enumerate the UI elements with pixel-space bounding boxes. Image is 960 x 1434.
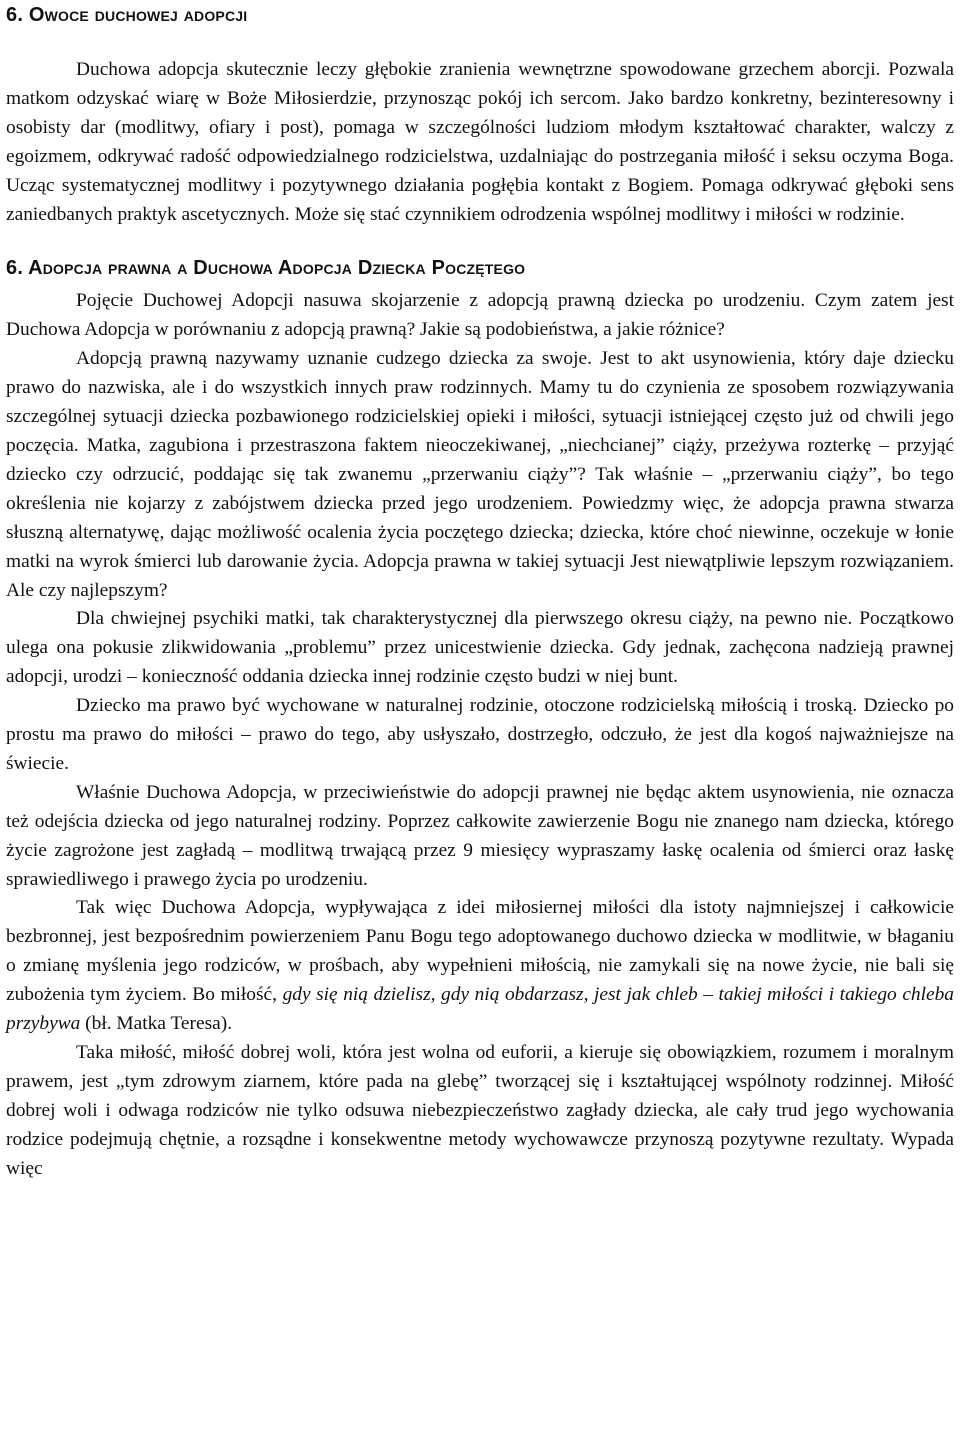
paragraph-pojecie: Pojęcie Duchowej Adopcji nasuwa skojarzenie z adopcją prawną dziecka po urodzeniu. Czym zatem jest Duchowa Adopcja w porównaniu z adopcją prawną? Jakie są podobieństwa, a jakie różnice? (6, 290, 954, 341)
paragraph-milosc (6, 894, 954, 1039)
paragraph-duchowa-adopcja: Właśnie Duchowa Adopcja, w przeciwieństwie do adopcji prawnej nie będąc aktem usynowienia, nie oznacza też odejścia dziecka od jego naturalnej rodziny. Poprzez całkowite zawierzenie Bogu nie znanego nam dziecka, którego życie zagrożone jest zagładą – modlitwą trwającą przez 9 miesięcy wypraszamy łaskę ocalenia od śmierci oraz łaskę sprawiedliwego i prawego życia po urodzeniu. (6, 781, 954, 890)
text-after-quote: (bł. Matka Teresa). (80, 1013, 233, 1035)
paragraph-adopcja-prawna: Adopcją prawną nazywamy uznanie cudzego dziecka za swoje. Jest to akt usynowienia, który daje dziecku prawo do nazwiska, ale i do wszystkich innych praw rodzinnych. Mamy tu do czynienia ze sposobem rozwiązywania szczególnej sytuacji dziecka pozbawionego rodzicielskiej opieki i miłości, sytuacji istniejącej często już od chwili jego poczęcia. Matka, zagubiona i przestraszona faktem nieoczekiwanej, „niechcianej” ciąży, przeżywa rozterkę – przyjąć dziecko czy odrzucić, poddając się tak zwanemu „przerwaniu ciąży”? Tak właśnie – „przerwaniu ciąży”, bo tego określenia nie kojarzy z zabójstwem dziecka przed jego urodzeniem. Powiedzmy więc, że adopcja prawna stwarza słuszną alternatywę, dając możliwość ocalenia życia poczętego dziecka; dziecka, które choć niewinne, oczekuje w łonie matki na wyrok śmierci lub darowanie życia. Adopcja prawna w takiej sytuacji Jest niewątpliwie lepszym rozwiązaniem. Ale czy najlepszym? (6, 348, 954, 601)
paragraph-prawo-dziecka: Dziecko ma prawo być wychowane w naturalnej rodzinie, otoczone rodzicielską miłością i troską. Dziecko po prostu ma prawo do miłości – prawo do tego, aby usłyszało, dostrzegło, odczuło, że jest dla kogoś najważniejsze na świecie. (6, 695, 954, 774)
section-heading-adopcja-prawna: 6. Adopcja prawna a Duchowa Adopcja Dziecka Poczętego (6, 257, 526, 280)
text-before-quote: Tak więc Duchowa Adopcja, wypływająca z idei miłosiernej miłości dla istoty najmniejszej i całkowicie bezbronnej, jest bezpośrednim powierzeniem Panu Bogu tego adoptowanego duchowo dziecka w modlitwie, w błaganiu o zmianę myślenia jego rodziców, w prośbach, aby wypełnieni miłością, nie zamykali się na nowe życie, nie bali się zubożenia tym życiem. Bo miłość, (6, 897, 954, 1006)
italic-quote: gdy się nią dzielisz, gdy nią obdarzasz, jest jak chleb – takiej miłości i takiego chleba przybywa (6, 984, 954, 1035)
paragraph-psychika-matki: Dla chwiejnej psychiki matki, tak charakterystycznej dla pierwszego okresu ciąży, na pewno nie. Początkowo ulega ona pokusie zlikwidowania „problemu” przez unicestwienie dziecka. Gdy jednak, zachęcona nadzieją prawnej adopcji, urodzi – konieczność oddania dziecka innej rodzinie często budzi w niej bunt. (6, 608, 954, 688)
paragraph-owoce: Duchowa adopcja skutecznie leczy głębokie zranienia wewnętrzne spowodowane grzechem aborcji. Pozwala matkom odzyskać wiarę w Boże Miłosierdzie, przynosząc pokój ich sercom. Jako bardzo konkretny, bezinteresowny i osobisty dar (modlitwy, ofiary i post), pomaga w szczególności ludziom młodym kształtować charakter, walczy z egoizmem, odkrywać radość odpowiedzialnego rodzicielstwa, uzdalniając do postrzegania miłość i seksu oczyma Boga. Ucząc systematycznej modlitwy i pozytywnego działania pogłębia kontakt z Bogiem. Pomaga odkrywać głęboki sens zaniedbanych praktyk ascetycznych. Może się stać czynnikiem odrodzenia wspólnej modlitwy i miłości w rodzinie. (6, 59, 954, 225)
section-heading-owoce: 6. Owoce duchowej adopcji (6, 4, 248, 26)
document-page (6, 0, 954, 1184)
paragraph-milosc-dobrej-woli: Taka miłość, miłość dobrej woli, która jest wolna od euforii, a kieruje się obowiązkiem, rozumem i moralnym prawem, jest „tym zdrowym ziarnem, które pada na glebę” tworzącej się i kształtującej wspólnoty rodzinnej. Miłość dobrej woli i odwaga rodziców nie tylko odsuwa niebezpieczeństwo zagłady dziecka, ale cały trud jego wychowania rodzice podejmują chętnie, a rozsądne i konsekwentne metody wychowawcze przynoszą pozytywne rezultaty. Wypada więc (6, 1042, 954, 1179)
